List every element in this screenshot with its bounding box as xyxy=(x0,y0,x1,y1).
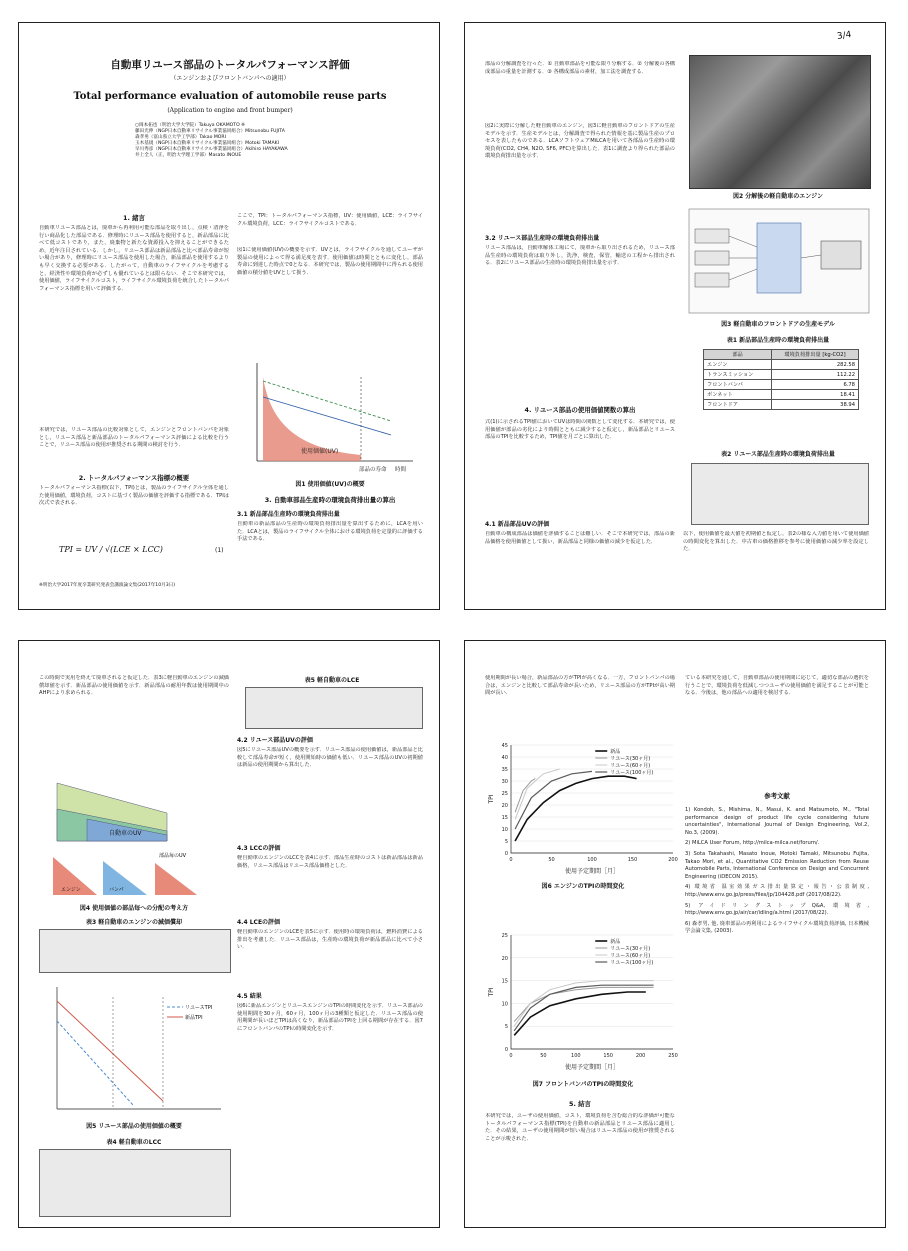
y-tick-label: 30 xyxy=(501,779,508,785)
legend-entry: リユース(30ヶ月) xyxy=(610,946,651,952)
figure-caption: 図3 軽自動車のフロントドアの生産モデル xyxy=(721,321,835,328)
equation-number: (1) xyxy=(215,547,224,554)
figure-caption: 図7 フロントバンパのTPIの時間変化 xyxy=(532,1081,634,1088)
engine-photo xyxy=(689,55,871,189)
figure-caption: 図5 リユース部品の使用価値の概要 xyxy=(86,1123,182,1130)
paragraph: 使用期間が長い場合，新品部品の方がTPIが高くなる．一方，フロントバンパの場合は，エンジンと比較して部品寿命が長いため，リユース部品の方がTPIが高い期間が長い． xyxy=(485,675,675,697)
table-caption: 表4 軽自動車のLCC xyxy=(106,1139,162,1146)
paragraph: リユース部品は，自動車解体工場にて，廃車から取り出されるため，リユース部品生産時の環境負荷は取り外し，洗浄，検査，保管，輸送の工程から排出される．表2にリユース部品の生産時の環境負荷排出量を示す． xyxy=(485,245,675,267)
subsection-heading: 3.1 新品部品生産時の環境負荷排出量 xyxy=(237,511,340,518)
paper-page-1 xyxy=(18,22,440,610)
y-tick-label: 25 xyxy=(501,791,508,797)
paragraph: 本研究では，ユーザの使用価値，コスト，環境負荷を含む総合的な評価が可能なトータルパフォーマンス指標(TPI)を自動車の新品部品とリユース部品に適用した．その結果，ユーザの使用期間が短い場合はリユース部品の使用が推奨されることが示唆された． xyxy=(485,1113,675,1142)
author: ○岡本拓也（明治大学大学院）Takuya OKAMOTO ※ xyxy=(135,123,246,128)
paragraph: 以下，使用価値を最大値を初期値と仮定し，表2の様な入力値を用いて使用価値の時間変化を算出した．中古車の価格推移を参考に使用価値の減少率を設定した． xyxy=(683,531,869,553)
y-tick-label: 15 xyxy=(501,815,508,821)
figure-caption: 図6 エンジンのTPIの時間変化 xyxy=(541,883,625,890)
paragraph: 自動車リユース部品とは，廃車から再利用可能な部品を取り出し，点検・清浄を行い商品化した部品である．修理時にリユース部品を使用すると，新品部品に比べて低コストであり，また，廃棄物と新たな資源投入を抑えることができるため，近年注目されている．しかし，リユース部品は新品部品と比べ部品寿命が短い場合があり，修理時にリユース部品を使用した場合，新品部品を使用するよりも早く交換する必要がある．したがって，自動車のライフサイクルを考慮すると，経済性や環境負荷が必ずしも優れているとは限らない．そこで本研究では，使用価値，ライフサイクルコスト，ライフサイクル環境負荷を統合したトータルパフォーマンス指標を用いて評価する． xyxy=(39,225,229,292)
figure-5-reuse-uv xyxy=(43,981,227,1119)
title-jp: 自動車リユース部品のトータルパフォーマンス評価 xyxy=(110,59,350,71)
figure-3-production-model xyxy=(687,207,871,315)
table-caption: 表1 新品部品生産時の環境負荷排出量 xyxy=(726,337,830,344)
subtitle-en: (Application to engine and front bumper) xyxy=(167,107,293,114)
section-heading: 1. 緒言 xyxy=(123,214,145,222)
y-tick-label: 35 xyxy=(501,767,508,773)
equation-tpi: TPI = UV / √(LCE × LCC) xyxy=(59,545,163,554)
y-tick-label: 20 xyxy=(501,955,508,962)
table-row xyxy=(704,360,859,370)
y-tick-label: 10 xyxy=(501,827,508,833)
legend-entry: リユース(30ヶ月) xyxy=(610,756,651,762)
table-cell: 282.58 xyxy=(772,360,859,370)
references-heading: 参考文献 xyxy=(764,792,790,800)
subtitle-jp: （エンジンおよびフロントバンパへの適用） xyxy=(170,75,290,82)
legend-entry: リユース(100ヶ月) xyxy=(610,960,654,966)
table-cell: ボンネット xyxy=(704,390,772,400)
legend-entry: リユース(100ヶ月) xyxy=(610,770,654,776)
author: 藤田光伸（NGP日本自動車リサイクル事業協同組合）Mitsunobu FUJITA xyxy=(135,129,285,134)
x-tick-label: 50 xyxy=(548,857,555,863)
figure-1-uv-diagram xyxy=(241,357,421,475)
paragraph: 図1に使用価値(UV)の概要を示す．UVとは，ライフサイクルを通してユーザが製品の使用によって得る満足度を表す．使用価値は時間とともに変化し，部品寿命に到達した時点で0となる．本研究では，製品の使用期間中に得られる使用価値の積分値をUVとして扱う． xyxy=(237,247,423,276)
subsection-heading: 4.2 リユース部品UVの評価 xyxy=(237,737,313,744)
figure-caption: 図4 使用価値の部品毎への分配の考え方 xyxy=(79,905,189,912)
legend-reuse-tpi: リユースTPI xyxy=(185,1005,213,1011)
table-cell: 6.78 xyxy=(772,380,859,390)
section-heading: 3. 自動車部品生産時の環境負荷排出量の算出 xyxy=(264,496,396,504)
x-axis-label: 使用予定期間［月］ xyxy=(564,868,620,875)
table-4-lcc xyxy=(39,1149,231,1217)
y-tick-label: 25 xyxy=(501,933,508,939)
y-tick-label: 0 xyxy=(504,851,508,857)
legend-entry: 新品 xyxy=(610,939,621,945)
legend-entry: 新品 xyxy=(610,749,621,755)
paper-page-3 xyxy=(18,640,440,1228)
time-label: 時間 xyxy=(395,467,407,473)
bumper-label: バンパ xyxy=(109,887,124,893)
reference-item: 6) 森孝男, 他, 廃車部品の再利用によるライフサイクル環境負荷評価, 日本機械学会論文集, (2003). xyxy=(685,920,869,935)
paragraph: 自動車の構成部品は価値を評価することは難しい．そこで本研究では，部品の新品価格を使用価値として扱い，新品部品と同様の価値の減少を仮定した． xyxy=(485,531,675,545)
title-en: Total performance evaluation of automobile reuse parts xyxy=(73,91,387,102)
table-1-emissions xyxy=(703,349,859,410)
table-5-lce xyxy=(245,687,423,729)
table-row xyxy=(704,370,859,380)
table-caption: 表3 軽自動車のエンジンの減価償却 xyxy=(86,919,182,926)
reference-item: 1) Kondoh, S., Mishima, N., Masui, K. and Matsumoto, M., "Total performance design of product life cycle considering future uncertainties", International Journal of Design Engineering, Vol.2, No.3, (2009). xyxy=(685,807,869,836)
table-3-depreciation xyxy=(39,929,231,973)
section-heading: 4. リユース部品の使用価値関数の算出 xyxy=(524,406,636,414)
x-tick-label: 100 xyxy=(587,857,597,863)
table-cell: フロントバンパ xyxy=(704,380,772,390)
figure-caption: 図1 使用価値(UV)の概要 xyxy=(295,481,365,488)
y-tick-label: 5 xyxy=(504,1024,508,1031)
series-line xyxy=(514,992,646,1035)
subsection-heading: 3.2 リユース部品生産時の環境負荷排出量 xyxy=(485,235,600,242)
paragraph: 軽自動車のエンジンのLCEを表5に示す．使用時の環境負荷は，燃料消費による排出を考慮した．リユース部品は，生産時の環境負荷が新品部品に比べて小さい． xyxy=(237,929,423,951)
subsection-heading: 4.3 LCCの評価 xyxy=(237,845,281,852)
section-heading: 2. トータルパフォーマンス指標の概要 xyxy=(78,474,190,482)
y-tick-label: 15 xyxy=(501,978,508,985)
x-tick-label: 150 xyxy=(627,857,638,863)
y-tick-label: 5 xyxy=(504,839,508,845)
y-axis-label: TPI xyxy=(488,794,495,804)
footnote: ※明治大学2017年度卒業研究発表会講演論文集(2017年10月3日) xyxy=(39,583,176,588)
table-row xyxy=(704,380,859,390)
paragraph: トータルパフォーマンス指標(以下，TPI)とは，製品のライフサイクル全体を通した使用価値，環境負荷，コストに基づく製品の価値を評価する指標である．TPIは次式で表される． xyxy=(39,485,229,507)
y-tick-label: 0 xyxy=(504,1047,508,1053)
y-tick-label: 20 xyxy=(501,803,508,809)
paragraph: 図2に実際に分解した軽自動車のエンジン，図3に軽自動車のフロントドアの生産モデルを示す．生産モデルとは，分解調査で得られた情報を基に製品生産のプロセスを表したものである．LCAソフトウェアMiLCAを用いて各部品の生産時の環境負荷(CO2, CH4, N2O, SF6, PFC)を算出した．表1に調査より得られた部品の環境負荷排出量を示す． xyxy=(485,123,675,160)
vehicle-uv-label: 自動車のUV xyxy=(109,830,142,837)
paragraph: 自動車の新品部品の生産時の環境負荷排出量を算出するために，LCAを用いた．LCAとは，製品のライフサイクル全体における環境負荷を定量的に評価する手法である． xyxy=(237,521,423,543)
engine-label: エンジン xyxy=(61,887,81,893)
legend-entry: リユース(60ヶ月) xyxy=(610,953,651,959)
table-header: 環境負荷排出量 [kg-CO2] xyxy=(772,350,859,360)
table-cell: 112.22 xyxy=(772,370,859,380)
subsection-heading: 4.1 新品部品UVの評価 xyxy=(485,521,550,528)
subsection-heading: 4.4 LCEの評価 xyxy=(237,919,281,926)
table-caption: 表2 リユース部品生産時の環境負荷排出量 xyxy=(721,451,835,458)
author: 早川秀彦（NGP日本自動車リサイクル事業協同組合）Akihiro HAYAKAWA xyxy=(135,147,288,152)
x-tick-label: 200 xyxy=(668,857,678,863)
series-line xyxy=(515,776,637,841)
part-uv-label: 部品毎のUV xyxy=(159,853,187,859)
author: 森孝男（富山県立大学工学部）Takao MORI xyxy=(135,135,226,140)
reference-item: 2) MiLCA User Forum, http://milca-milca.net/forum/. xyxy=(685,840,820,847)
paragraph: 軽自動車のエンジンのLCCを表4に示す．部品生産時のコストは新品部品は新品価格，リユース部品はリユース部品価格とした． xyxy=(237,855,423,869)
x-tick-label: 200 xyxy=(635,1053,646,1059)
author-list xyxy=(135,123,425,159)
figure-caption: 図2 分解後の軽自動車のエンジン xyxy=(733,193,823,200)
paragraph: ている本研究を通して，自動車部品の使用期間に応じて，適切な部品の選択を行うことで，環境負荷を低減しつつユーザの使用価値を満足することが可能となる．今後は，他の部品への適用を検討する． xyxy=(685,675,869,697)
x-axis-label: 使用予定期間［月］ xyxy=(564,1064,620,1071)
figure-4-uv-allocation xyxy=(47,773,223,901)
page-mark: 3/4 xyxy=(836,30,853,42)
figure-6-engine-tpi-chart xyxy=(485,737,681,877)
section-heading: 5. 結言 xyxy=(569,1100,591,1108)
reference-list xyxy=(685,807,869,939)
legend-new-tpi: 新品TPI xyxy=(185,1015,203,1021)
reference-item: 4) 環境省 温室効果ガス排出量算定・報告・公表制度, http://www.env.go.jp/press/files/jp/104428.pdf (2017/08/22). xyxy=(685,884,869,898)
author: 玉木基規（NGP日本自動車リサイクル事業協同組合）Motoki TAMAKI xyxy=(135,141,280,146)
paragraph: 部品の分解調査を行った．① 自動車部品を可能な限り分解する．② 分解後の各構成部品の重量を計測する．③ 各構成部品の素材，加工法を調査する． xyxy=(485,61,675,75)
table-2-reuse-emissions xyxy=(691,463,869,525)
x-tick-label: 0 xyxy=(509,857,513,863)
paragraph: 本研究では，リユース部品の比較対象として，エンジンとフロントバンパを対象とし，リユース部品と新品部品のトータルパフォーマンス評価による比較を行うことで，リユース部品の使用が推奨される期間の検討を行う． xyxy=(39,427,229,449)
paragraph: この時間で実用を終えて廃車されると仮定した．表3に軽自動車のエンジンの減価償却値を示す．新品部品の使用価値を示す．新品部品の耐用年数は使用期間中のAHPにより求められる． xyxy=(39,675,229,697)
reference-item: 3) Sota Takahashi, Masato Inoue, Motoki Tamaki, Mitsunobu Fujita, Takao Mori, et al., Quantitative CO2 Emission Reduction from Reuse Automobile Parts, International Conference on Design and Concurrent Engineering (iDECON 2015). xyxy=(685,850,869,880)
table-caption: 表5 軽自動車のLCE xyxy=(304,677,360,684)
table-cell: エンジン xyxy=(704,360,772,370)
table-row xyxy=(704,400,859,410)
table-cell: フロントドア xyxy=(704,400,772,410)
y-tick-label: 45 xyxy=(501,743,508,749)
x-tick-label: 50 xyxy=(540,1053,547,1059)
y-axis-label: TPI xyxy=(488,987,495,997)
author: 井上全人（正，明治大学理工学部）Masato INOUE xyxy=(135,153,242,158)
figure-7-bumper-tpi-chart xyxy=(485,927,681,1073)
x-tick-label: 150 xyxy=(603,1053,613,1059)
x-tick-label: 250 xyxy=(668,1053,678,1059)
subsection-heading: 4.5 結果 xyxy=(237,993,262,1000)
uv-area-label: 使用価値(UV) xyxy=(301,448,339,455)
table-row xyxy=(704,390,859,400)
table-cell: 38.94 xyxy=(772,400,859,410)
paragraph: 式(1)に示されるTPI値においてUVは時間の関数として変化する．本研究では，使用価値が部品の劣化により時間とともに減少すると仮定し，新品部品とリユース部品のTPIを比較するため，TPI値を月ごとに算出した． xyxy=(485,419,675,441)
legend-entry: リユース(60ヶ月) xyxy=(610,763,651,769)
paper-page-4 xyxy=(464,640,886,1228)
table-cell: 18.41 xyxy=(772,390,859,400)
y-tick-label: 10 xyxy=(501,1001,508,1008)
table-header: 部品 xyxy=(704,350,772,360)
reference-item: 5) アイドリングストップQ&A, 環境省, http://www.env.go.jp/air/car/idling/a.html (2017/08/22). xyxy=(685,902,869,917)
x-tick-label: 100 xyxy=(571,1053,581,1059)
x-tick-label: 0 xyxy=(509,1053,513,1059)
table-cell: トランスミッション xyxy=(704,370,772,380)
y-tick-label: 40 xyxy=(501,755,508,761)
paragraph: ここで，TPI：トータルパフォーマンス指標，UV：使用価値，LCE：ライフサイクル環境負荷，LCC：ライフサイクルコストである． xyxy=(237,213,423,227)
paragraph: 図5にリユース部品UVの概要を示す．リユース部品の使用価値は，新品部品と比較して部品寿命が短く，使用開始時の価値も低い．リユース部品のUVの初期値は新品の使用期間から算出した． xyxy=(237,747,423,769)
paragraph: 図6に新品エンジンとリユースエンジンのTPIの時間変化を示す．リユース部品の使用期間を30ヶ月，60ヶ月，100ヶ月の3種類と仮定した．リユース部品の使用期間が長いほどTPIは高くなり，新品部品のTPIを上回る期間が存在する．図7にフロントバンパのTPIの時間変化を示す． xyxy=(237,1003,423,1032)
paper-page-2 xyxy=(464,22,886,610)
lifespan-label: 部品の寿命 xyxy=(359,467,387,473)
